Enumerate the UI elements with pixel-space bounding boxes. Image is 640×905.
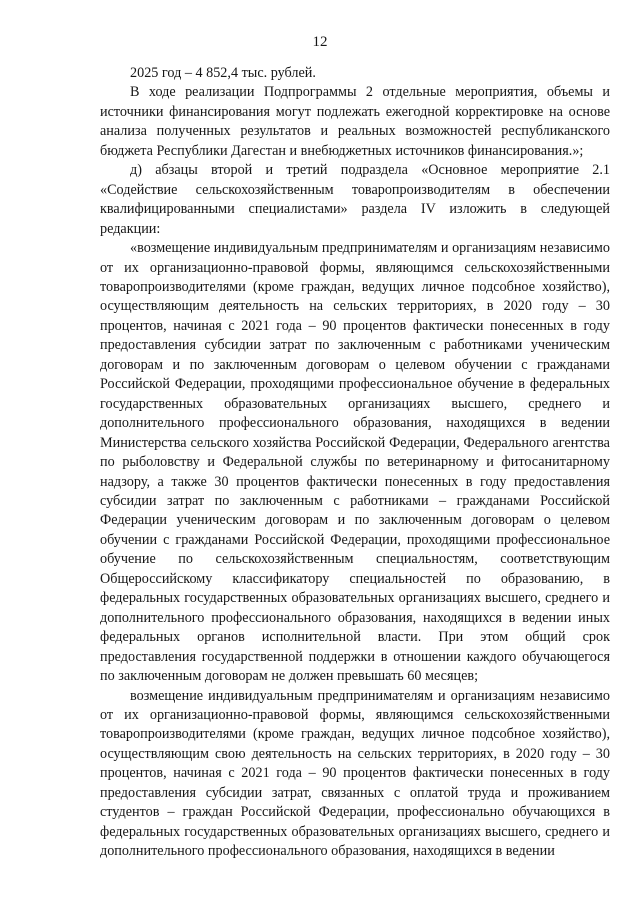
paragraph-reimbursement-students: возмещение индивидуальным предпринимателям и организациям независимо от их организационно-правовой формы, являющимся сельскохозяйственными товаропроизводителями (кроме граждан, ведущих личное подсобное хозяйство), осуществляющим свою деятельность на сельских территориях, в 2020 году – 30 процентов, начиная с 2021 года – 90 процентов фактически понесенных в году предоставления субсидии затрат, связанных с оплатой труда и проживанием студентов – граждан Российской Федерации, профессионально обучающихся в федеральных государственных образовательных организациях высшего, среднего и дополнительного профессионального образования, находящихся в ведении: [100, 687, 610, 860]
paragraph-subprogram-adjustment: В ходе реализации Подпрограммы 2 отдельные мероприятия, объемы и источники финансирования могут подлежать ежегодной корректировке на основе анализа полученных результатов и реальных возможностей республиканского бюджета Республики Дагестан и внебюджетных источников финансирования.»;: [100, 84, 610, 159]
document-body: [100, 64, 610, 862]
paragraph-amendment-d: д) абзацы второй и третий подраздела «Основное мероприятие 2.1 «Содействие сельскохозяйственным товаропроизводителям в обеспечении квалифицированными специалистами» раздела IV изложить в следующей редакции:: [100, 162, 610, 237]
paragraph-reimbursement-training: «возмещение индивидуальным предпринимателям и организациям независимо от их организационно-правовой формы, являющимся сельскохозяйственными товаропроизводителями (кроме граждан, ведущих личное подсобное хозяйство), осуществляющим деятельность на сельских территориях, в 2020 году – 30 процентов, начиная с 2021 года – 90 процентов фактически понесенных в году предоставления субсидии затрат по заключенным с работниками ученическим договорам и по заключенным договорам о целевом обучении с гражданами Российской Федерации, проходящими профессиональное обучение в федеральных государственных образовательных организациях высшего, среднего и дополнительного профессионального образования, находящихся в ведении Министерства сельского хозяйства Российской Федерации, Федерального агентства по рыболовству и Федеральной службы по ветеринарному и фитосанитарному надзору, а также 30 процентов фактически понесенных в году предоставления субсидии затрат по заключенным с работниками – гражданами Российской Федерации ученическим договорам и по заключенным договорам о целевом обучении с гражданами Российской Федерации, проходящими профессиональное обучение по сельскохозяйственным специальностям, соответствующим Общероссийскому классификатору специальностей по образованию, в федеральных государственных образовательных организациях высшего, среднего и дополнительного профессионального образования, находящихся в ведении иных федеральных органов исполнительной власти. При этом общий срок предоставления государственной поддержки в отношении каждого обучающегося по заключенным договорам не должен превышать 60 месяцев;: [100, 240, 610, 685]
paragraph-funding-2025: 2025 год – 4 852,4 тыс. рублей.: [130, 65, 316, 81]
page-number: 12: [312, 34, 328, 50]
